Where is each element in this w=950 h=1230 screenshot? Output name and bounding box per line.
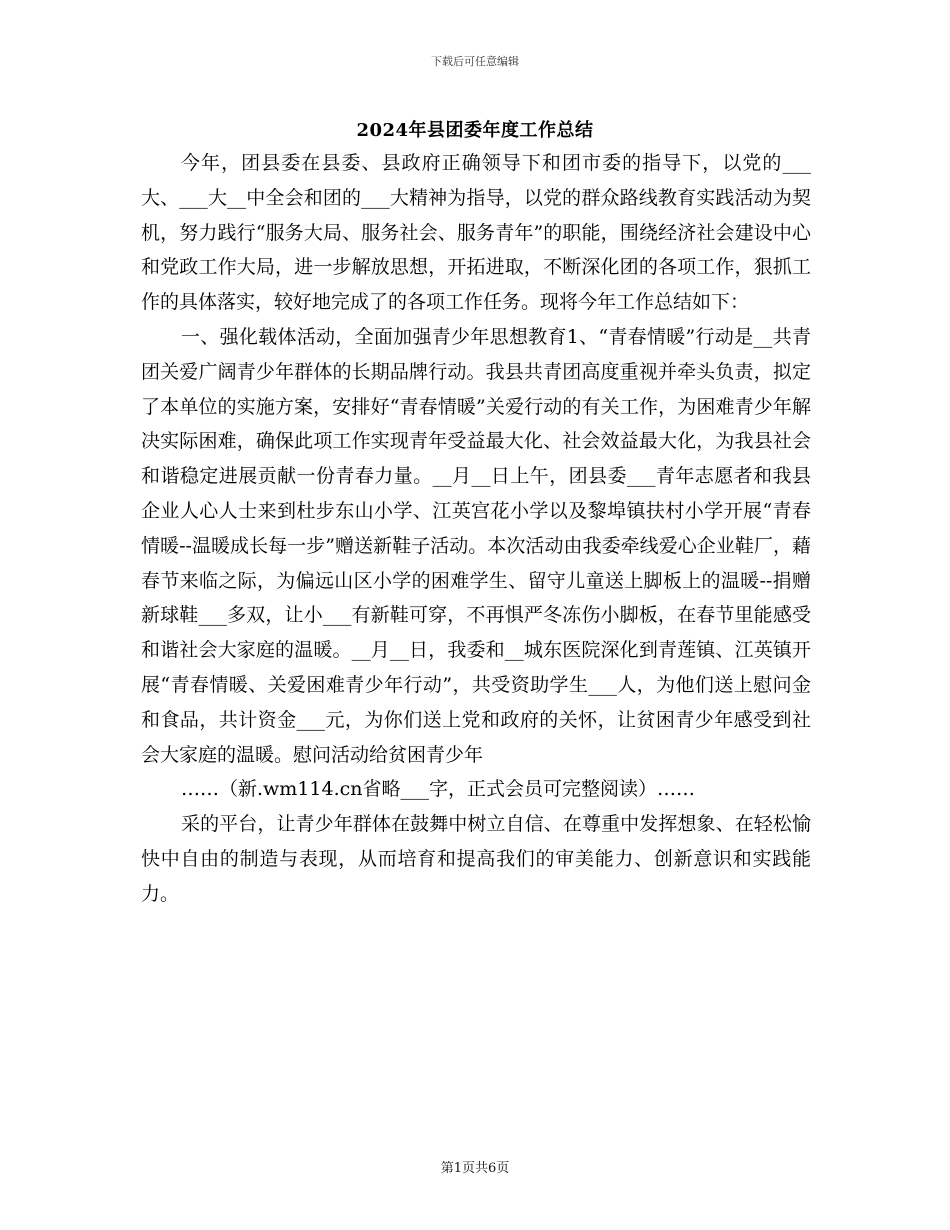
page-number: 第1页共6页	[440, 1161, 510, 1176]
paragraph-section-one: 一、强化载体活动，全面加强青少年思想教育1、“青春情暖”行动是__共青团关爱广阔青少年群体的长期品牌行动。我县共青团高度重视并牵头负责，拟定了本单位的实施方案，安排好“青春情暖”关爱行动的有关工作，为困难青少年解决实际困难，确保此项工作实现青年受益最大化、社会效益最大化，为我县社会和谐稳定进展贡献一份青春力量。__月__日上午，团县委___青年志愿者和我县企业人心人士来到杜步东山小学、江英宫花小学以及黎埠镇扶村小学开展“青春情暖--温暖成长每一步”赠送新鞋子活动。本次活动由我委牵线爱心企业鞋厂，藉春节来临之际，为偏远山区小学的困难学生、留守儿童送上脚板上的温暖--捐赠新球鞋___多双，让小___有新鞋可穿，不再惧严冬冻伤小脚板，在春节里能感受和谐社会大家庭的温暖。__月__日，我委和__城东医院深化到青莲镇、江英镇开展“青春情暖、关爱困难青少年行动”，共受资助学生___人，为他们送上慰问金和食品，共计资金___元，为你们送上党和政府的关怀，让贫困青少年感受到社会大家庭的温暖。慰问活动给贫困青少年	[141, 325, 811, 766]
document-title: 2024年县团委年度工作总结	[356, 120, 594, 141]
paragraph-intro: 今年，团县委在县委、县政府正确领导下和团市委的指导下，以党的___大、___大__中全会和团的___大精神为指导，以党的群众路线教育实践活动为契机，努力践行“服务大局、服务社会、服务青年”的职能，围绕经济社会建设中心和党政工作大局，进一步解放思想，开拓进取，不断深化团的各项工作，狠抓工作的具体落实，较好地完成了的各项工作任务。现将今年工作总结如下：	[141, 152, 811, 314]
header-note: 下载后可任意编辑	[431, 55, 519, 68]
paragraph-closing: 采的平台，让青少年群体在鼓舞中树立自信、在尊重中发挥想象、在轻松愉快中自由的制造与表现，从而培育和提高我们的审美能力、创新意识和实践能力。	[141, 813, 811, 905]
document-body	[141, 146, 811, 912]
omission-notice: ……（新.wm114.cn省略___字，正式会员可完整阅读）……	[181, 778, 696, 801]
